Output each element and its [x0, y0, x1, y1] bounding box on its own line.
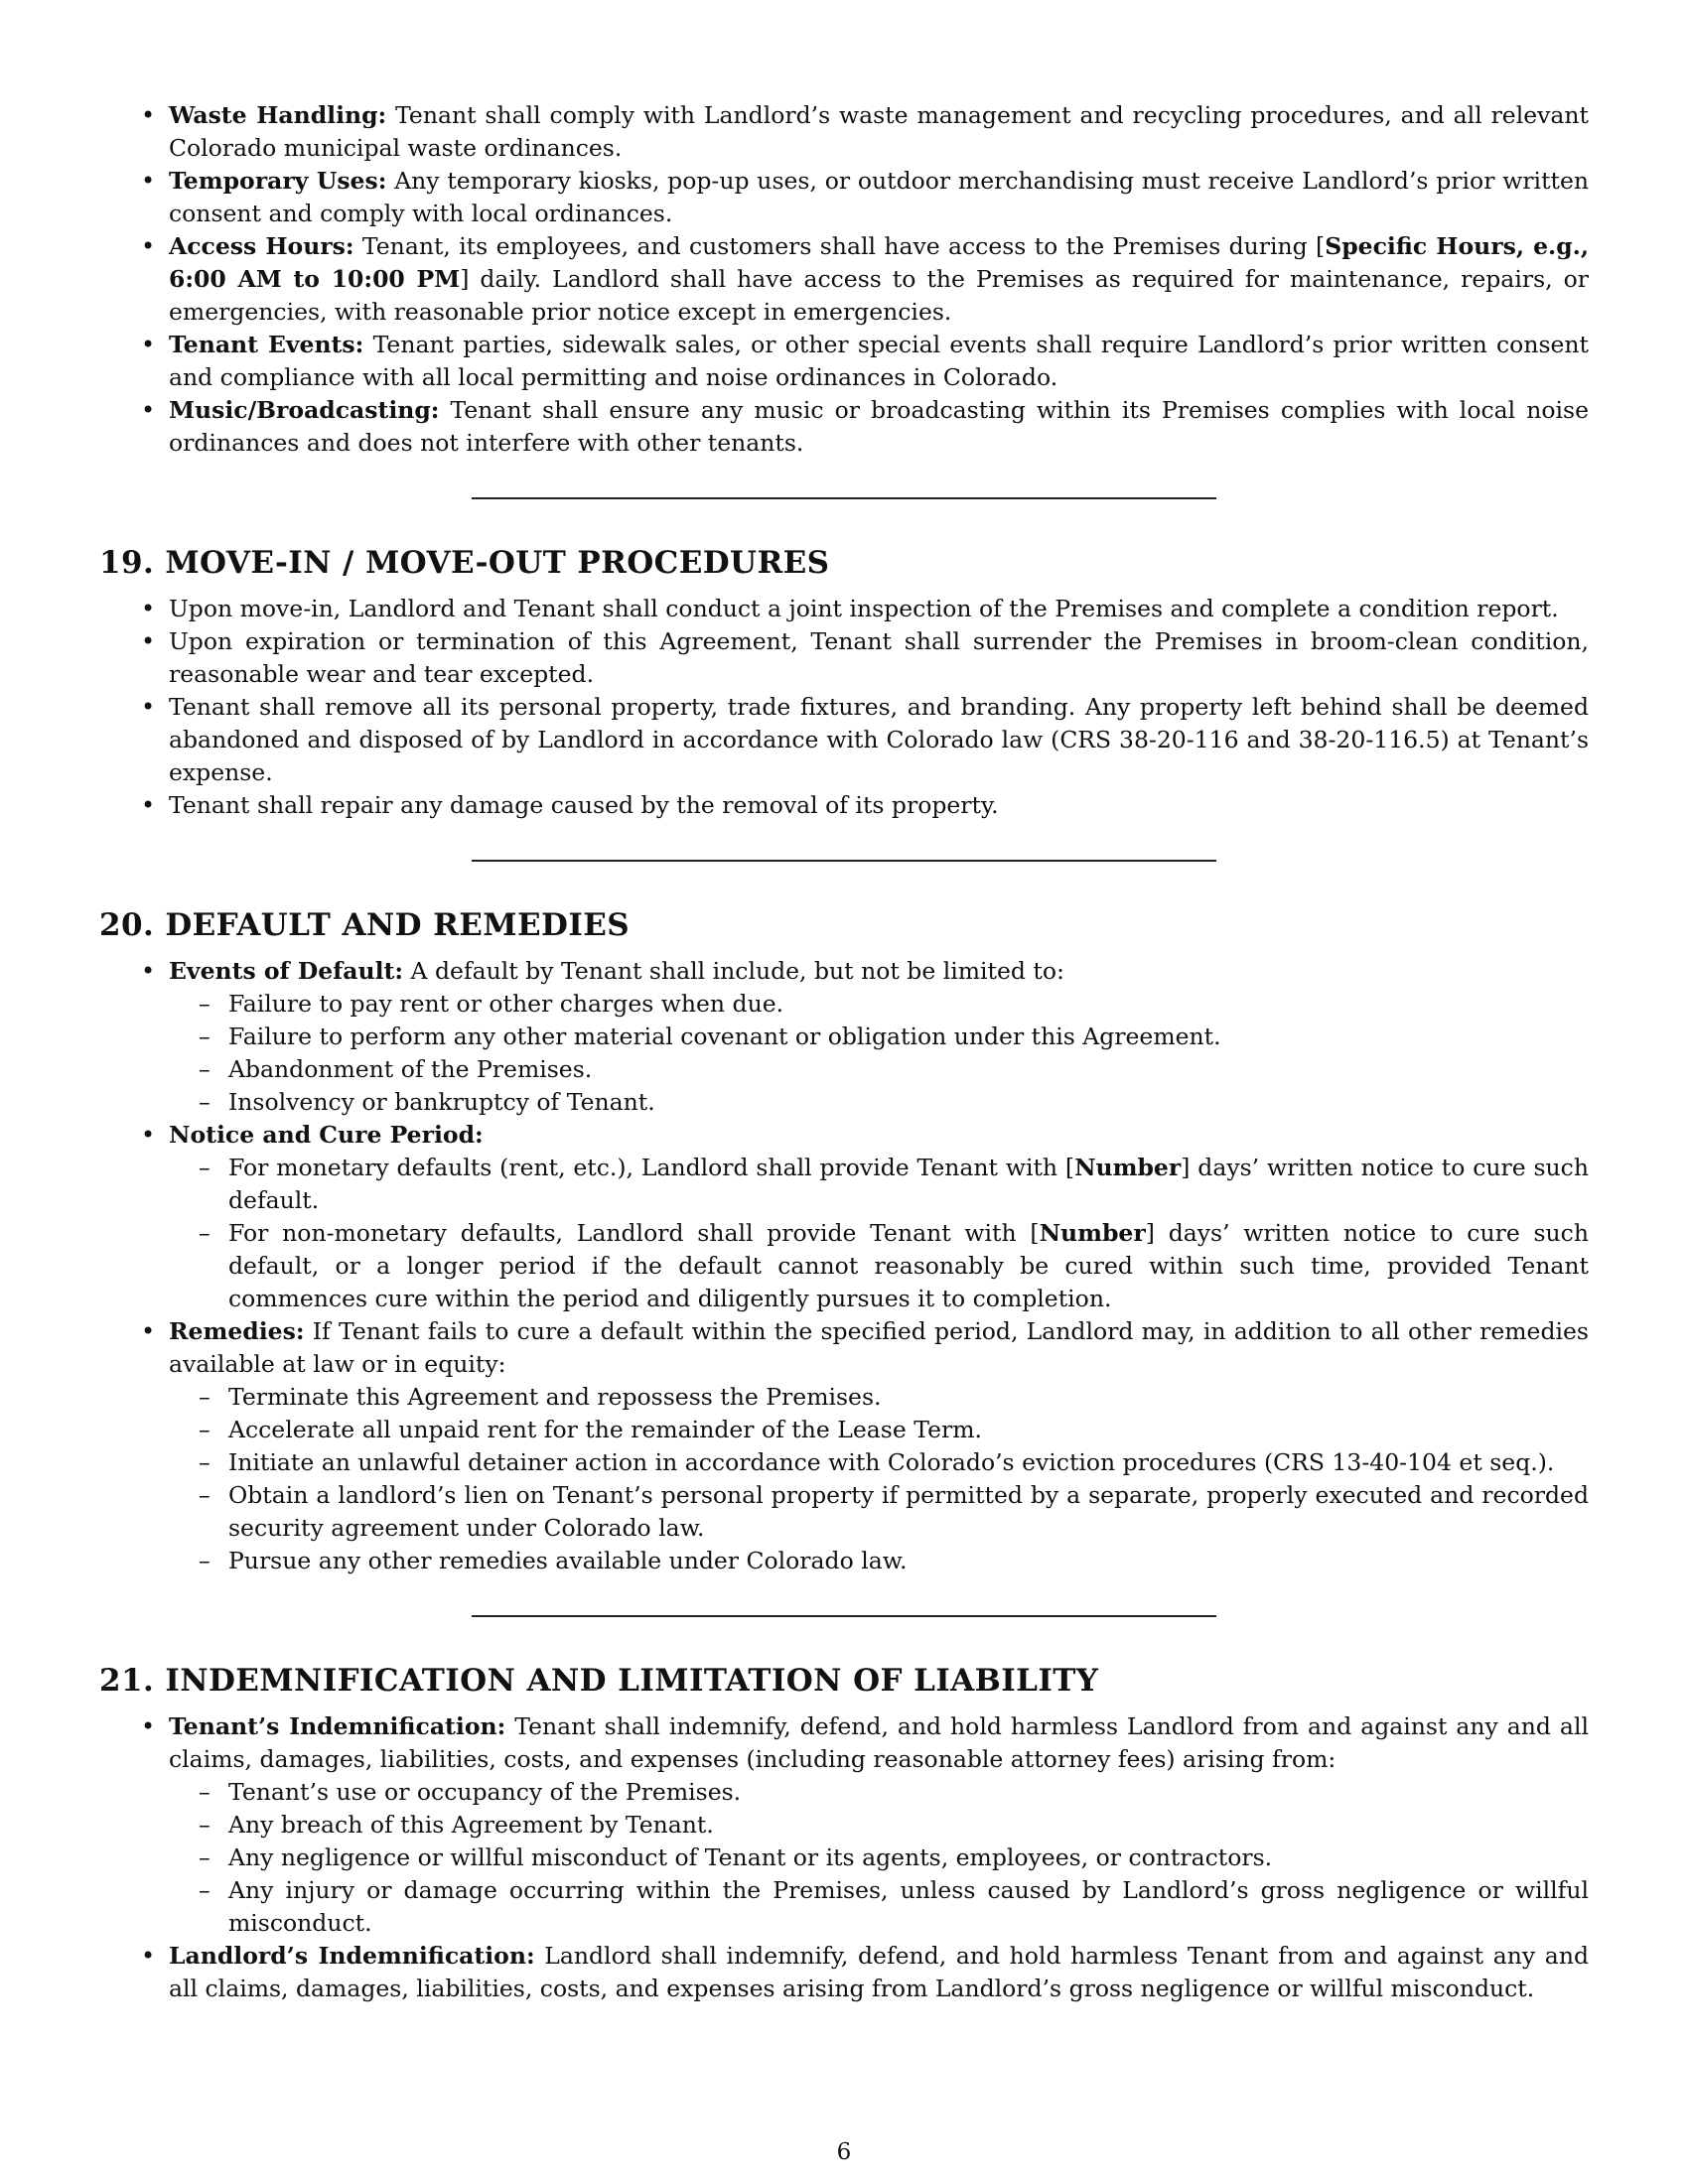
item-text: Tenant shall indemnify, defend, and hold harmless Landlord from and against any and all claims, damages, liabilities, costs, and expenses (including reasonable attorney fees) arising from: — [169, 1712, 1589, 1773]
sub-item: – Obtain a landlord’s lien on Tenant’s personal property if permitted by a separate, properly executed and recorded security agreement under Colorado law. — [228, 1479, 1589, 1545]
item-label: Landlord’s Indemnification: — [169, 1942, 535, 1970]
page-content — [99, 99, 1589, 2005]
sub-item: – Initiate an unlawful detainer action in accordance with Colorado’s eviction procedures (CRS 13-40-104 et seq.). — [228, 1446, 1589, 1479]
list-item — [169, 955, 1589, 1119]
list-item — [169, 1119, 1589, 1315]
sub-list — [169, 1152, 1589, 1315]
item-label: Notice and Cure Period: — [169, 1121, 484, 1149]
list-item — [169, 1940, 1589, 2005]
item-text: ] daily. Landlord shall have access to the Premises as required for maintenance, repairs, or emergencies, with reasonable prior notice except in emergencies. — [169, 265, 1589, 326]
sub-item: – Tenant’s use or occupancy of the Premises. — [228, 1776, 1589, 1809]
section-19-list — [99, 593, 1589, 822]
sub-item: – Any breach of this Agreement by Tenant. — [228, 1809, 1589, 1842]
sub-item: – Accelerate all unpaid rent for the remainder of the Lease Term. — [228, 1414, 1589, 1446]
sub-item: – Any negligence or willful misconduct of Tenant or its agents, employees, or contractors. — [228, 1842, 1589, 1874]
sub-item — [228, 1217, 1589, 1315]
list-item — [169, 329, 1589, 394]
item-label: Tenant’s Indemnification: — [169, 1712, 506, 1740]
item-text: Tenant parties, sidewalk sales, or other special events shall require Landlord’s prior written consent and compliance with all local permitting and noise ordinances in Colorado. — [169, 331, 1589, 391]
sub-item: – Failure to perform any other material covenant or obligation under this Agreement. — [228, 1021, 1589, 1053]
item-label: Remedies: — [169, 1317, 305, 1345]
item-label: Access Hours: — [169, 232, 354, 260]
page-number: 6 — [836, 2139, 852, 2165]
sub-item: – Any injury or damage occurring within the Premises, unless caused by Landlord’s gross negligence or willful misconduct. — [228, 1874, 1589, 1940]
section-divider — [472, 497, 1216, 499]
list-item: • Tenant shall repair any damage caused by the removal of its property. — [169, 789, 1589, 822]
item-placeholder: Specific Hours, e.g., 6:00 AM to 10:00 PM — [169, 232, 1589, 293]
list-item — [169, 1315, 1589, 1577]
section-20-list — [99, 955, 1589, 1577]
list-item: • Upon move-in, Landlord and Tenant shall conduct a joint inspection of the Premises and complete a condition report. — [169, 593, 1589, 625]
rules-list — [99, 99, 1589, 460]
list-item — [169, 165, 1589, 230]
item-label: Music/Broadcasting: — [169, 396, 440, 424]
section-heading-20: 20. DEFAULT AND REMEDIES — [99, 907, 631, 943]
list-item — [169, 230, 1589, 329]
item-text: Landlord shall indemnify, defend, and hold harmless Tenant from and against any and all claims, damages, liabilities, costs, and expenses arising from Landlord’s gross negligence or willful misconduct. — [169, 1942, 1590, 2002]
item-text: Tenant shall comply with Landlord’s waste management and recycling procedures, and all relevant Colorado municipal waste ordinances. — [169, 101, 1589, 162]
section-heading-19: 19. MOVE-IN / MOVE-OUT PROCEDURES — [99, 545, 830, 581]
section-divider — [472, 860, 1216, 862]
sub-item-text: For non-monetary defaults, Landlord shall provide Tenant with [ — [228, 1219, 1040, 1247]
section-heading-21: 21. INDEMNIFICATION AND LIMITATION OF LIABILITY — [99, 1663, 1099, 1699]
list-item: • Upon expiration or termination of this Agreement, Tenant shall surrender the Premises in broom-clean condition, reasonable wear and tear excepted. — [169, 625, 1589, 691]
item-text: Tenant, its employees, and customers shall have access to the Premises during [ — [353, 232, 1326, 260]
section-divider — [472, 1615, 1216, 1617]
placeholder: Number — [1039, 1219, 1146, 1247]
item-label: Events of Default: — [169, 957, 404, 985]
list-item — [169, 394, 1589, 460]
sub-item: – Terminate this Agreement and repossess the Premises. — [228, 1381, 1589, 1414]
item-text: If Tenant fails to cure a default within the specified period, Landlord may, in addition to all other remedies available at law or in equity: — [169, 1317, 1589, 1378]
sub-item: – Failure to pay rent or other charges when due. — [228, 988, 1589, 1021]
sub-item-text: ] days’ written notice to cure such default, or a longer period if the default cannot reasonably be cured within such time, provided Tenant commences cure within the period and diligently pursues it to completion. — [228, 1219, 1589, 1312]
item-text: Tenant shall ensure any music or broadcasting within its Premises complies with local noise ordinances and does not interfere with other tenants. — [169, 396, 1589, 457]
list-item — [169, 99, 1589, 165]
list-item — [169, 1710, 1589, 1940]
sub-list — [169, 1381, 1589, 1577]
item-label: Temporary Uses: — [169, 167, 387, 195]
sub-item-text: ] days’ written notice to cure such default. — [228, 1154, 1589, 1214]
sub-item: – Abandonment of the Premises. — [228, 1053, 1589, 1086]
sub-item-text: For monetary defaults (rent, etc.), Landlord shall provide Tenant with [ — [228, 1154, 1075, 1181]
item-label: Waste Handling: — [169, 101, 387, 129]
sub-list — [169, 1776, 1589, 1940]
placeholder: Number — [1074, 1154, 1182, 1181]
item-text: A default by Tenant shall include, but not be limited to: — [403, 957, 1064, 985]
item-text: Any temporary kiosks, pop-up uses, or outdoor merchandising must receive Landlord’s prior written consent and comply with local ordinances. — [169, 167, 1589, 227]
sub-list — [169, 988, 1589, 1119]
item-label: Tenant Events: — [169, 331, 364, 358]
sub-item: – Pursue any other remedies available under Colorado law. — [228, 1545, 1589, 1577]
section-21-list — [99, 1710, 1589, 2005]
list-item: • Tenant shall remove all its personal property, trade fixtures, and branding. Any property left behind shall be deemed abandoned and disposed of by Landlord in accordance with Colorado law (CRS 38-20-116 and 38-20-116.5) at Tenant’s expense. — [169, 691, 1589, 789]
sub-item: – Insolvency or bankruptcy of Tenant. — [228, 1086, 1589, 1119]
sub-item — [228, 1152, 1589, 1217]
